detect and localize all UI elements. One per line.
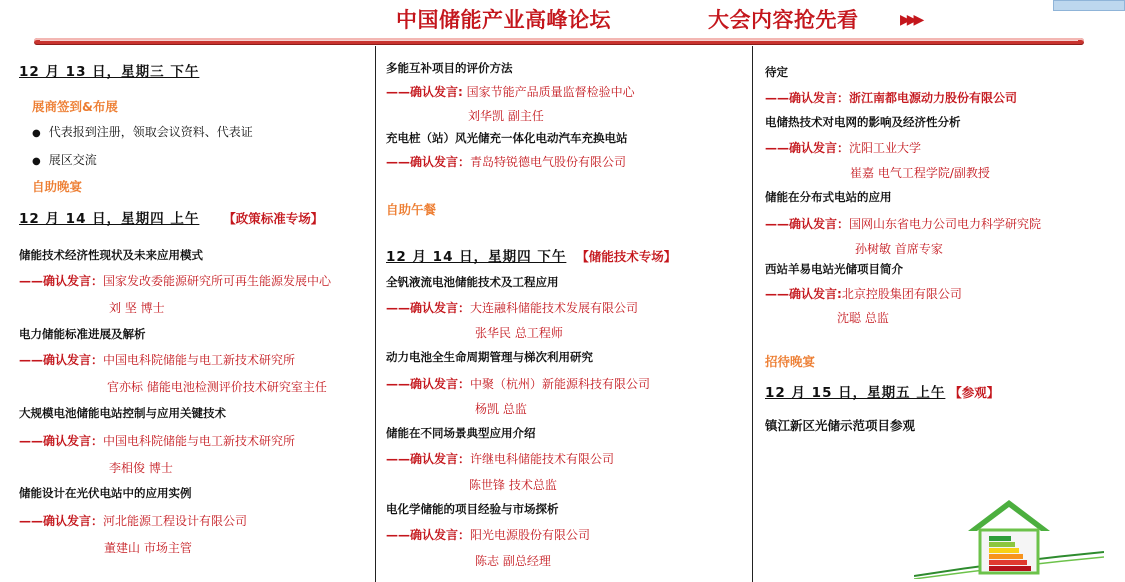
dinner-heading: 自助晚宴 — [32, 179, 83, 194]
day-heading: 12 月 15 日，星期五 上午 — [765, 385, 946, 401]
speaker-line: ——确认发言：中聚（杭州）新能源科技有限公司 — [386, 377, 651, 391]
speaker-name: 李相俊 博士 — [109, 461, 173, 475]
speaker-line: ——确认发言: 国家节能产品质量监督检验中心 — [386, 85, 635, 99]
speaker-name: 刘华凯 副主任 — [468, 109, 544, 123]
page-subtitle: 大会内容抢先看 — [708, 8, 859, 32]
topic-title: 电化学储能的项目经验与市场探析 — [386, 502, 559, 516]
column-separator — [752, 46, 753, 582]
energy-house-icon — [914, 497, 1104, 579]
speaker-name: 沈聪 总监 — [837, 311, 889, 325]
visit-title: 镇江新区光储示范项目参观 — [765, 418, 916, 433]
topic-title: 动力电池全生命周期管理与梯次利用研究 — [386, 350, 593, 364]
topic-title: 待定 — [765, 65, 788, 79]
speaker-line: ——确认发言：沈阳工业大学 — [765, 141, 922, 155]
list-item: ● 代表报到注册，领取会议资料、代表证 — [32, 123, 253, 140]
speaker-name: 崔嘉 电气工程学院/副教授 — [850, 166, 990, 180]
dinner-heading: 招待晚宴 — [765, 354, 816, 369]
speaker-line: ——确认发言：国家发改委能源研究所可再生能源发展中心 — [19, 274, 332, 288]
speaker-name: 刘 坚 博士 — [109, 301, 165, 315]
session-tag: 【参观】 — [949, 385, 1000, 400]
speaker-line: ——确认发言：浙江南都电源动力股份有限公司 — [765, 91, 1018, 105]
speaker-name: 孙树敏 首席专家 — [855, 242, 943, 256]
top-right-decoration — [1053, 0, 1125, 11]
topic-title: 储能在分布式电站的应用 — [765, 190, 892, 204]
speaker-name: 陈志 副总经理 — [475, 554, 551, 568]
topic-title: 储能设计在光伏电站中的应用实例 — [19, 486, 192, 500]
topic-title: 电力储能标准进展及解析 — [19, 327, 146, 341]
topic-title: 电储热技术对电网的影响及经济性分析 — [765, 115, 961, 129]
speaker-line: ——确认发言：中国电科院储能与电工新技术研究所 — [19, 353, 296, 367]
speaker-line: ——确认发言：中国电科院储能与电工新技术研究所 — [19, 434, 296, 448]
speaker-line: ——确认发言：河北能源工程设计有限公司 — [19, 514, 248, 528]
topic-title: 储能在不同场景典型应用介绍 — [386, 426, 536, 440]
day-heading: 12 月 13 日，星期三 下午 — [19, 64, 200, 80]
topic-title: 多能互补项目的评价方法 — [386, 61, 513, 75]
speaker-name: 张华民 总工程师 — [475, 326, 563, 340]
topic-title: 全钒液流电池储能技术及工程应用 — [386, 275, 559, 289]
speaker-line: ——确认发言：国网山东省电力公司电力科学研究院 — [765, 217, 1042, 231]
day-heading: 12 月 14 日，星期四 上午 — [19, 211, 200, 227]
topic-title: 储能技术经济性现状及未来应用模式 — [19, 248, 203, 262]
speaker-name: 杨凯 总监 — [475, 402, 527, 416]
registration-heading: 展商签到&布展 — [32, 99, 118, 114]
speaker-line: ——确认发言：大连融科储能技术发展有限公司 — [386, 301, 639, 315]
day-heading-row — [386, 245, 676, 265]
header-divider-highlight — [40, 40, 1078, 41]
day-heading-row — [19, 207, 323, 227]
page-title: 中国储能产业高峰论坛 — [396, 8, 611, 32]
topic-title: 充电桩（站）风光储充一体化电动汽车充换电站 — [386, 131, 628, 145]
list-item: ● 展区交流 — [32, 151, 97, 168]
speaker-name: 董建山 市场主管 — [104, 541, 192, 555]
speaker-name: 陈世锋 技术总监 — [469, 478, 557, 492]
topic-title: 大规模电池储能电站控制与应用关键技术 — [19, 406, 226, 420]
speaker-name: 官亦标 储能电池检测评价技术研究室主任 — [107, 380, 327, 394]
arrow-right-icon: ▶▶▶ — [900, 12, 921, 28]
column-separator — [375, 46, 376, 582]
session-tag: 【储能技术专场】 — [576, 249, 677, 264]
day-heading-row — [765, 381, 999, 401]
day-heading: 12 月 14 日，星期四 下午 — [386, 249, 567, 265]
speaker-line: ——确认发言：阳光电源股份有限公司 — [386, 528, 591, 542]
topic-title: 西站羊易电站光储项目简介 — [765, 262, 903, 276]
speaker-line: ——确认发言：青岛特锐德电气股份有限公司 — [386, 155, 627, 169]
lunch-heading: 自助午餐 — [386, 202, 437, 217]
speaker-line: ——确认发言：许继电科储能技术有限公司 — [386, 452, 615, 466]
speaker-line: ——确认发言:北京控股集团有限公司 — [765, 287, 962, 301]
session-tag: 【政策标准专场】 — [223, 211, 324, 226]
